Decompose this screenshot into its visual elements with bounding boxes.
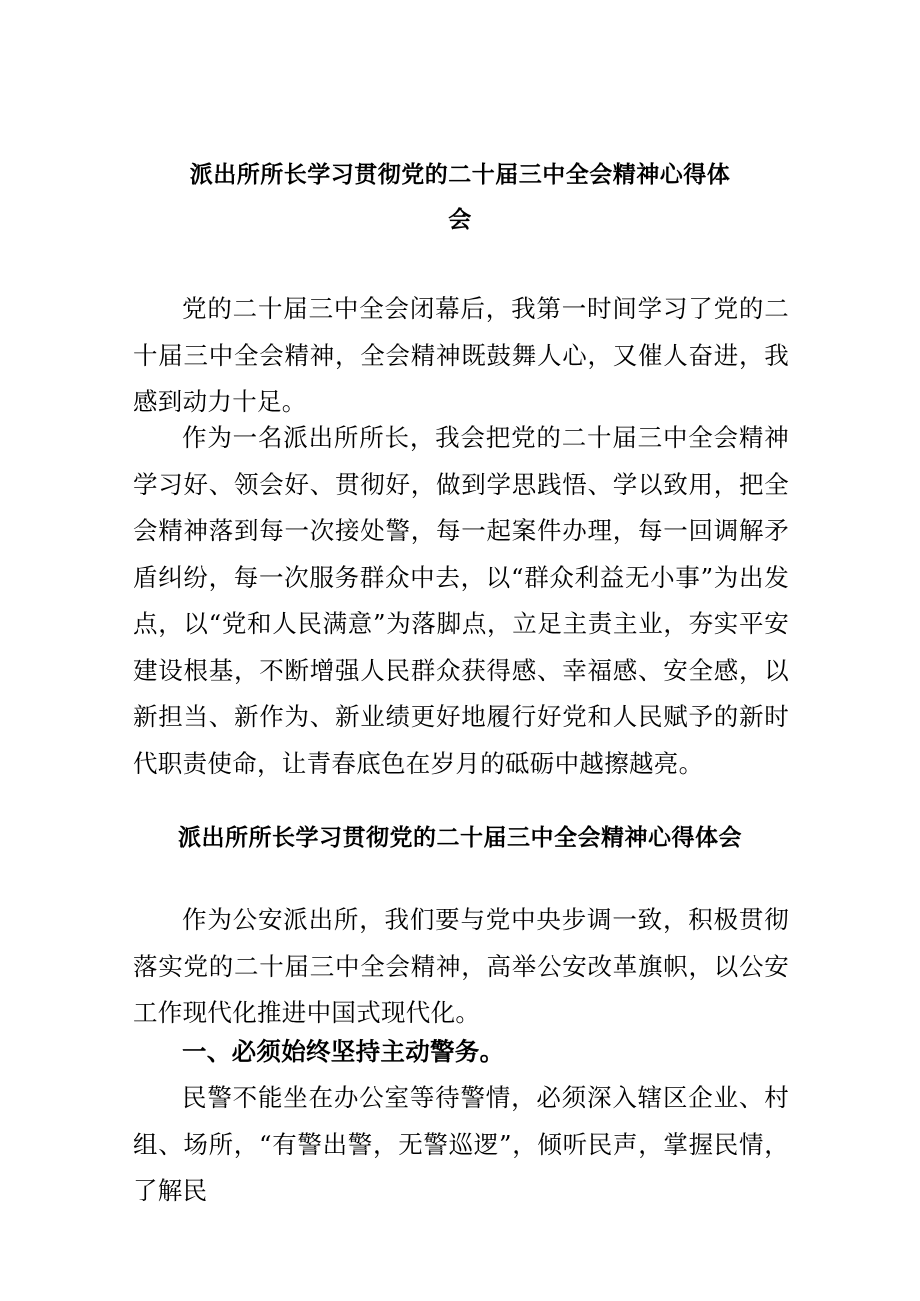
section-1-paragraph-2: 作为一名派出所所长，我会把党的二十届三中全会精神学习好、领会好、贯彻好，做到学思践悟、学以致用，把全会精神落到每一次接处警，每一起案件办理，每一回调解矛盾纠纷，每一次服务群众中去，以“群众利益无小事”为出发点，以“党和人民满意”为落脚点，立足主责主业，夯实平安建设根基，不断增强人民群众获得感、幸福感、安全感，以新担当、新作为、新业绩更好地履行好党和人民赋予的新时代职责使命，让青春底色在岁月的砥砺中越擦越亮。 <box>133 423 789 778</box>
section-1-paragraph-1: 党的二十届三中全会闭幕后，我第一时间学习了党的二十届三中全会精神，全会精神既鼓舞人心，又催人奋进，我感到动力十足。 <box>133 294 789 416</box>
section-2-heading-paragraph: 民警不能坐在办公室等待警情，必须深入辖区企业、村组、场所，“有警出警，无警巡逻”，倾听民声，掌握民情，了解民 <box>133 1083 789 1205</box>
section-1-title: 派出所所长学习贯彻党的二十届三中全会精神心得体 会 <box>189 161 731 233</box>
section-2-paragraph-1: 作为公安派出所，我们要与党中央步调一致，积极贯彻落实党的二十届三中全会精神，高举公安改革旗帜，以公安工作现代化推进中国式现代化。 <box>133 905 789 1027</box>
section-2-heading: 一、必须始终坚持主动警务。 <box>182 1037 505 1066</box>
section-2-title: 派出所所长学习贯彻党的二十届三中全会精神心得体会 <box>178 824 742 851</box>
